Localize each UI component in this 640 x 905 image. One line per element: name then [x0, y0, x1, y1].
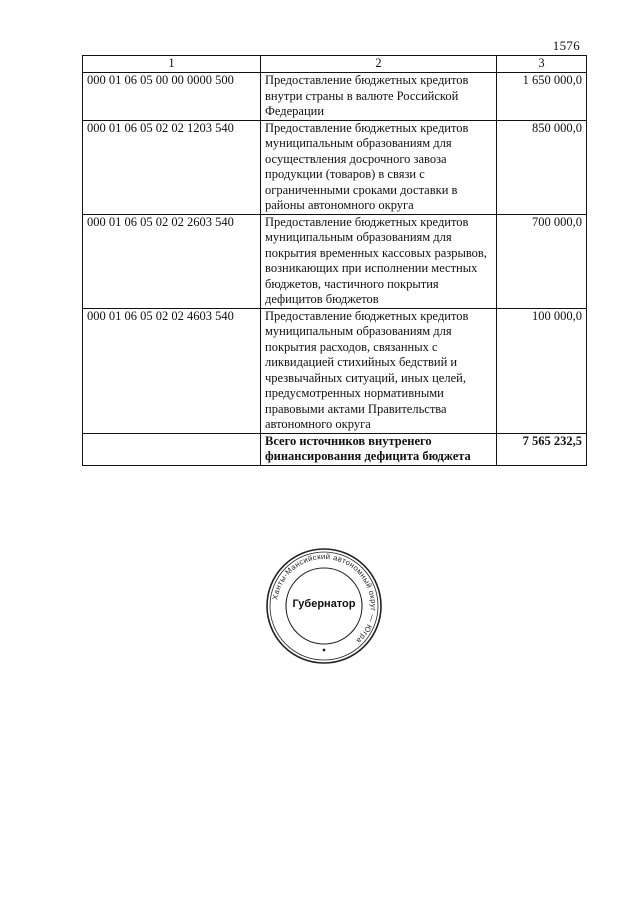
row-code: 000 01 06 05 00 00 0000 500 — [83, 73, 261, 121]
table-row — [83, 308, 587, 433]
row-amount: 700 000,0 — [497, 214, 587, 308]
total-label: Всего источников внутренего финансирования дефицита бюджета — [261, 433, 497, 465]
seal-center-text: Губернатор — [292, 598, 356, 610]
row-code: 000 01 06 05 02 02 4603 540 — [83, 308, 261, 433]
row-code: 000 01 06 05 02 02 2603 540 — [83, 214, 261, 308]
header-col-1: 1 — [83, 56, 261, 73]
row-description: Предоставление бюджетных кредитов муниципальным образованиям для покрытия временных кассовых разрывов, возникающих при исполнении местных бюджетов, частичного покрытия дефицитов бюджетов — [261, 214, 497, 308]
header-col-2: 2 — [261, 56, 497, 73]
row-description: Предоставление бюджетных кредитов внутри страны в валюте Российской Федерации — [261, 73, 497, 121]
row-description: Предоставление бюджетных кредитов муниципальным образованиям для осуществления досрочного завоза продукции (товаров) в связи с ограниченными сроками доставки в районы автономного округа — [261, 120, 497, 214]
budget-sources-table — [82, 55, 587, 466]
row-amount: 850 000,0 — [497, 120, 587, 214]
row-amount: 1 650 000,0 — [497, 73, 587, 121]
table-row — [83, 73, 587, 121]
seal-ring-text: Ханты-Мансийский автономный округ — Югра — [270, 551, 379, 646]
table-row — [83, 214, 587, 308]
total-row — [83, 433, 587, 465]
header-col-3: 3 — [497, 56, 587, 73]
table-row — [83, 120, 587, 214]
total-amount: 7 565 232,5 — [497, 433, 587, 465]
governor-seal-stamp — [264, 546, 384, 666]
table-header-row — [83, 56, 587, 73]
row-code: 000 01 06 05 02 02 1203 540 — [83, 120, 261, 214]
page-number: 1576 — [552, 38, 580, 53]
row-amount: 100 000,0 — [497, 308, 587, 433]
total-code — [83, 433, 261, 465]
row-description: Предоставление бюджетных кредитов муниципальным образованиям для покрытия расходов, связанных с ликвидацией стихийных бедствий и чрезвычайных ситуаций, иных целей, предусмотренных нормативными правовыми актами Правительства автономного округа — [261, 308, 497, 433]
